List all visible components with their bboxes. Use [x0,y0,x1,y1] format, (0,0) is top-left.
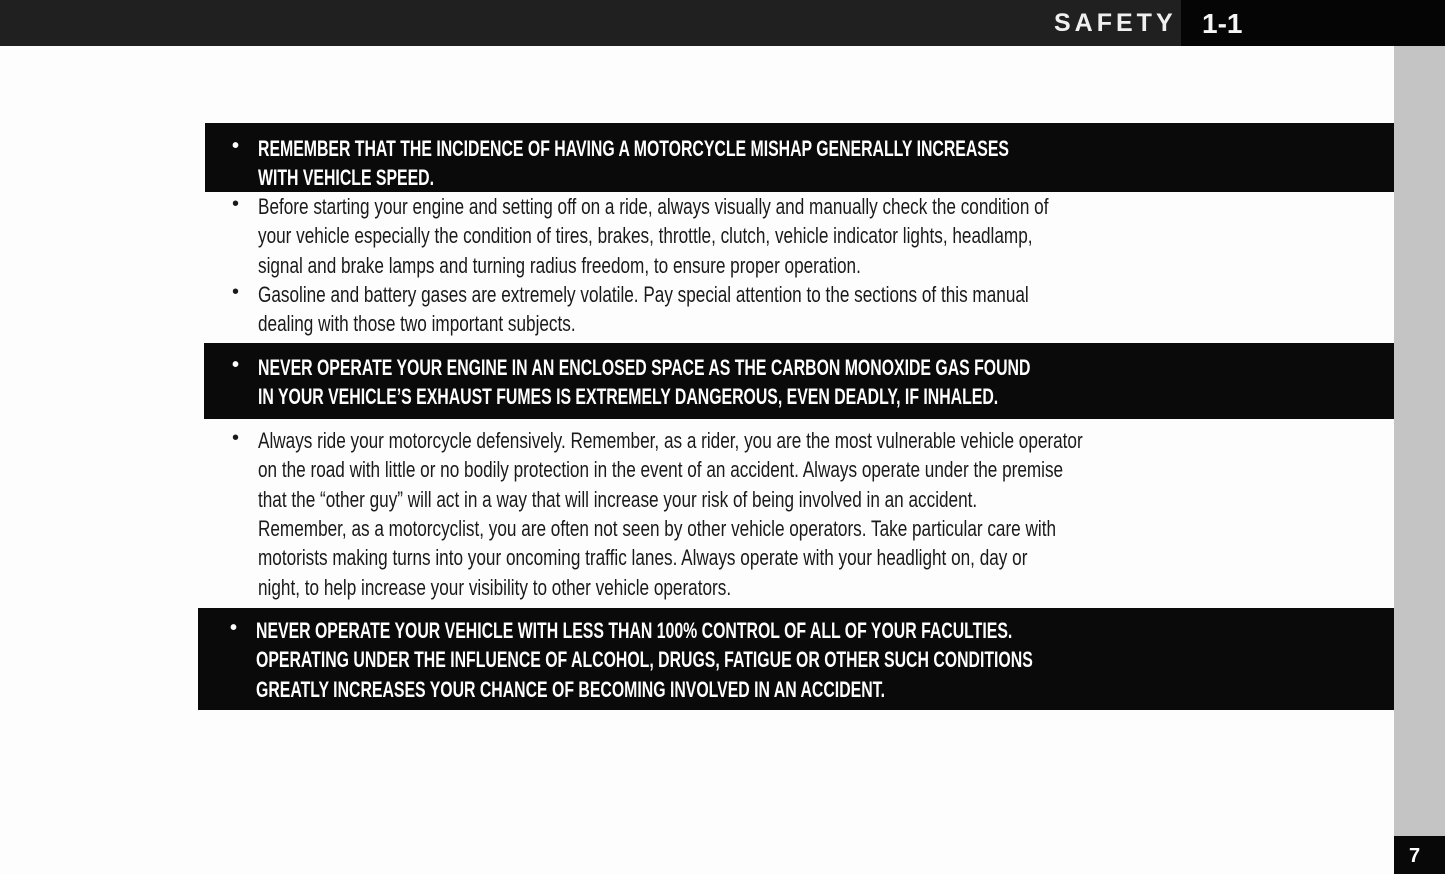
bullet-icon: • [232,354,240,376]
chapter-number: 1-1 [1202,8,1243,39]
warning-band [205,123,1394,192]
warning-text-line: NEVER OPERATE YOUR ENGINE IN AN ENCLOSED SPACE AS THE CARBON MONOXIDE GAS FOUND [258,355,1031,380]
bullet-icon: • [232,427,240,449]
warning-text-line: GREATLY INCREASES YOUR CHANCE OF BECOMING INVOLVED IN AN ACCIDENT. [256,676,885,702]
body-text-line: motorists making turns into your oncoming traffic lanes. Always operate with your headlight on, day or [258,545,1028,571]
warning-text-line: REMEMBER THAT THE INCIDENCE OF HAVING A MOTORCYCLE MISHAP GENERALLY INCREASES [258,136,1009,161]
warning-text-line: OPERATING UNDER THE INFLUENCE OF ALCOHOL, DRUGS, FATIGUE OR OTHER SUCH CONDITIONS [256,647,1033,673]
warning-text-line: WITH VEHICLE SPEED. [258,165,435,191]
body-text-line: Always ride your motorcycle defensively. Remember, as a rider, you are the most vulnerable vehicle operator [258,428,1083,453]
header-bar [0,0,1445,46]
body-text-line: that the “other guy” will act in a way that will increase your risk of being involved in an accident. [258,486,978,512]
body-text-line: your vehicle especially the condition of tires, brakes, throttle, clutch, vehicle indicator lights, headlamp, [258,223,1033,249]
warning-band [204,343,1394,419]
body-text-line: night, to help increase your visibility to other vehicle operators. [258,574,732,600]
section-title: SAFETY [1054,9,1177,37]
body-text-line: Gasoline and battery gases are extremely volatile. Pay special attention to the sections of this manual [258,282,1029,307]
body-text-line: signal and brake lamps and turning radius freedom, to ensure proper operation. [258,252,861,278]
body-text-line: Before starting your engine and setting off on a ride, always visually and manually check the condition of [258,194,1049,219]
bullet-icon: • [232,135,240,157]
warning-text-line: NEVER OPERATE YOUR VEHICLE WITH LESS THAN 100% CONTROL OF ALL OF YOUR FACULTIES. [256,618,1013,643]
bullet-icon: • [230,617,238,639]
page-number-box [1394,836,1445,874]
side-tab-strip [1394,46,1445,836]
bullet-icon: • [232,193,240,215]
body-text-line: dealing with those two important subjects. [258,311,576,337]
bullet-icon: • [232,281,240,303]
warning-text-line: IN YOUR VEHICLE’S EXHAUST FUMES IS EXTREMELY DANGEROUS, EVEN DEADLY, IF INHALED. [258,384,999,410]
body-text-line: Remember, as a motorcyclist, you are often not seen by other vehicle operators. Take particular care with [258,515,1057,541]
warning-band [198,608,1394,710]
page-number: 7 [1409,845,1421,867]
body-text-line: on the road with little or no bodily protection in the event of an accident. Always operate under the premise [258,457,1064,483]
